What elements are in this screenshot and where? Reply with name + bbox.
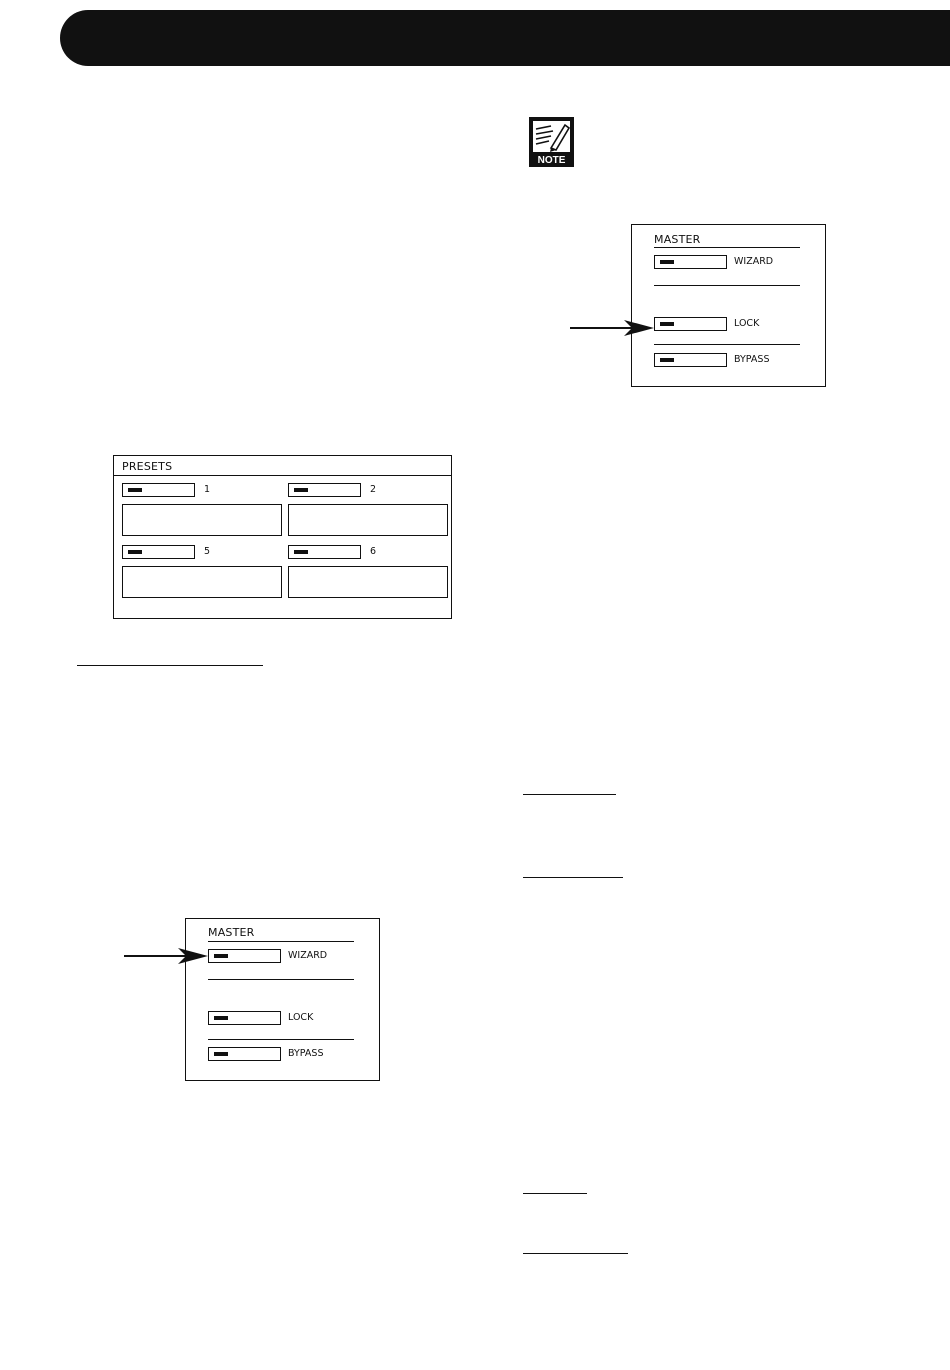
svg-text:NOTE: NOTE [537,155,566,166]
divider [654,247,800,248]
wizard-label: WIZARD [288,950,328,961]
preset-slot-1-button[interactable] [122,483,195,497]
master-panel-bottom [185,918,380,1081]
preset-slot-6-number: 6 [370,546,377,557]
divider [208,979,354,980]
preset-slot-5-number: 5 [204,546,211,557]
preset-slot-2-button[interactable] [288,483,361,497]
heading-underline [523,877,623,878]
preset-slot-1-number: 1 [204,484,211,495]
wizard-button[interactable] [654,255,727,269]
master-panel-title: MASTER [208,926,255,939]
lock-button[interactable] [654,317,727,331]
bypass-button[interactable] [654,353,727,367]
master-panel-title: MASTER [654,233,701,246]
presets-panel [113,455,452,619]
lock-button[interactable] [208,1011,281,1025]
presets-panel-title: PRESETS [122,460,173,473]
master-panel-top [631,224,826,387]
heading-underline [523,1253,628,1254]
wizard-button[interactable] [208,949,281,963]
heading-underline [523,794,616,795]
lock-label: LOCK [734,318,760,329]
preset-slot-2-number: 2 [370,484,377,495]
lock-label: LOCK [288,1012,314,1023]
heading-underline [77,665,263,666]
preset-slot-2-name-field[interactable] [288,504,448,536]
bypass-button[interactable] [208,1047,281,1061]
note-icon [529,117,574,167]
preset-slot-6-button[interactable] [288,545,361,559]
preset-slot-6-name-field[interactable] [288,566,448,598]
divider [654,285,800,286]
preset-slot-5-button[interactable] [122,545,195,559]
bypass-label: BYPASS [288,1048,324,1059]
bypass-label: BYPASS [734,354,770,365]
divider [208,941,354,942]
divider [654,344,800,345]
header-bar [60,10,950,66]
preset-slot-5-name-field[interactable] [122,566,282,598]
arrow-icon [124,947,208,965]
divider [208,1039,354,1040]
divider [114,475,451,476]
preset-slot-1-name-field[interactable] [122,504,282,536]
heading-underline [523,1193,587,1194]
arrow-icon [570,319,654,337]
wizard-label: WIZARD [734,256,774,267]
